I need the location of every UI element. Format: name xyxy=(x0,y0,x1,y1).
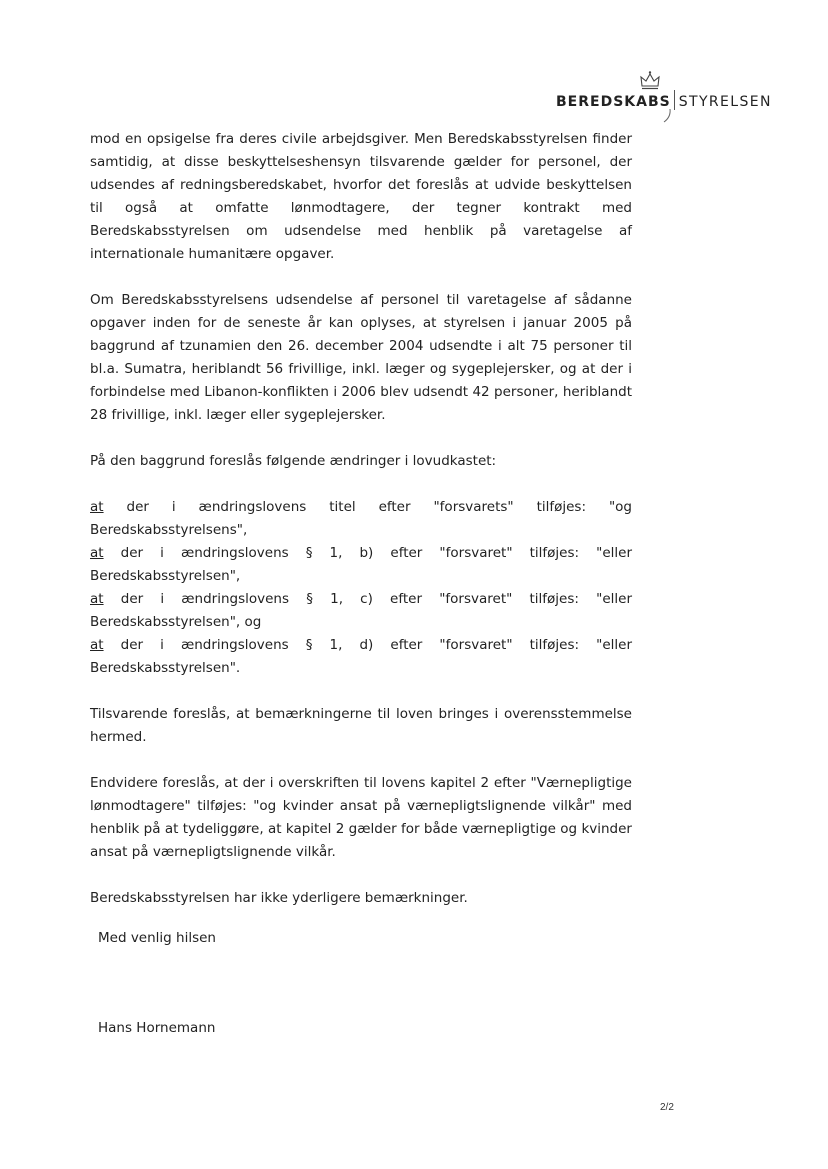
paragraph-5: Endvidere foreslås, at der i overskriften til lovens kapitel 2 efter "Værnepligtige lønmodtagere" tilføjes: "og kvinder ansat på værnepligtslignende vilkår" med henblik på at tydeliggøre, at kapitel 2 gælder for både værnepligtige og kvinder ansat på værnepligtslignende vilkår. xyxy=(90,775,632,860)
agency-logo xyxy=(556,70,772,126)
closing-greeting: Med venlig hilsen xyxy=(98,930,216,946)
logo-text-beredskabs: BEREDSKABS xyxy=(556,94,671,110)
letter-body xyxy=(90,128,632,910)
crown-icon xyxy=(638,70,662,92)
page-number: 2/2 xyxy=(660,1102,674,1113)
logo-flourish-icon xyxy=(660,108,674,124)
logo-text-styrelsen: STYRELSEN xyxy=(678,94,772,110)
paragraph-3: På den baggrund foreslås følgende ændringer i lovudkastet: xyxy=(90,453,497,469)
list-item-text: der i ændringslovens titel efter "forsvarets" tilføjes: "og Beredskabsstyrelsens", xyxy=(90,499,632,538)
list-item xyxy=(90,496,632,542)
list-item-text: der i ændringslovens § 1, b) efter "forsvaret" tilføjes: "eller Beredskabsstyrelsen", xyxy=(90,545,632,584)
list-item-text: der i ændringslovens § 1, c) efter "forsvaret" tilføjes: "eller Beredskabsstyrelsen", og xyxy=(90,591,632,630)
list-item-lead: at xyxy=(90,591,104,607)
list-item xyxy=(90,634,632,680)
logo-divider xyxy=(674,90,675,110)
paragraph-2: Om Beredskabsstyrelsens udsendelse af personel til varetagelse af sådanne opgaver inden for de seneste år kan oplyses, at styrelsen i januar 2005 på baggrund af tzunamien den 26. december 2004 udsendte i alt 75 personer til bl.a. Sumatra, heriblandt 56 frivillige, inkl. læger og sygeplejersker, og at der i forbindelse med Libanon-konflikten i 2006 blev udsendt 42 personer, heriblandt 28 frivillige, inkl. læger eller sygeplejersker. xyxy=(90,292,632,423)
list-item-lead: at xyxy=(90,499,104,515)
paragraph-1: mod en opsigelse fra deres civile arbejdsgiver. Men Beredskabsstyrelsen finder samtidig, at disse beskyttelseshensyn tilsvarende gælder for personel, der udsendes af redningsberedskabet, hvorfor det foreslås at udvide beskyttelsen til også at omfatte lønmodtagere, der tegner kontrakt med Beredskabsstyrelsen om udsendelse med henblik på varetagelse af internationale humanitære opgaver. xyxy=(90,131,632,262)
list-item-lead: at xyxy=(90,545,104,561)
signature-name: Hans Hornemann xyxy=(98,1020,216,1036)
paragraph-4: Tilsvarende foreslås, at bemærkningerne til loven bringes i overensstemmelse hermed. xyxy=(90,706,632,745)
list-item xyxy=(90,588,632,634)
paragraph-6: Beredskabsstyrelsen har ikke yderligere bemærkninger. xyxy=(90,890,468,906)
list-item-lead: at xyxy=(90,637,104,653)
list-item-text: der i ændringslovens § 1, d) efter "forsvaret" tilføjes: "eller Beredskabsstyrelsen". xyxy=(90,637,632,676)
list-item xyxy=(90,542,632,588)
logo-wordmark xyxy=(556,90,772,110)
